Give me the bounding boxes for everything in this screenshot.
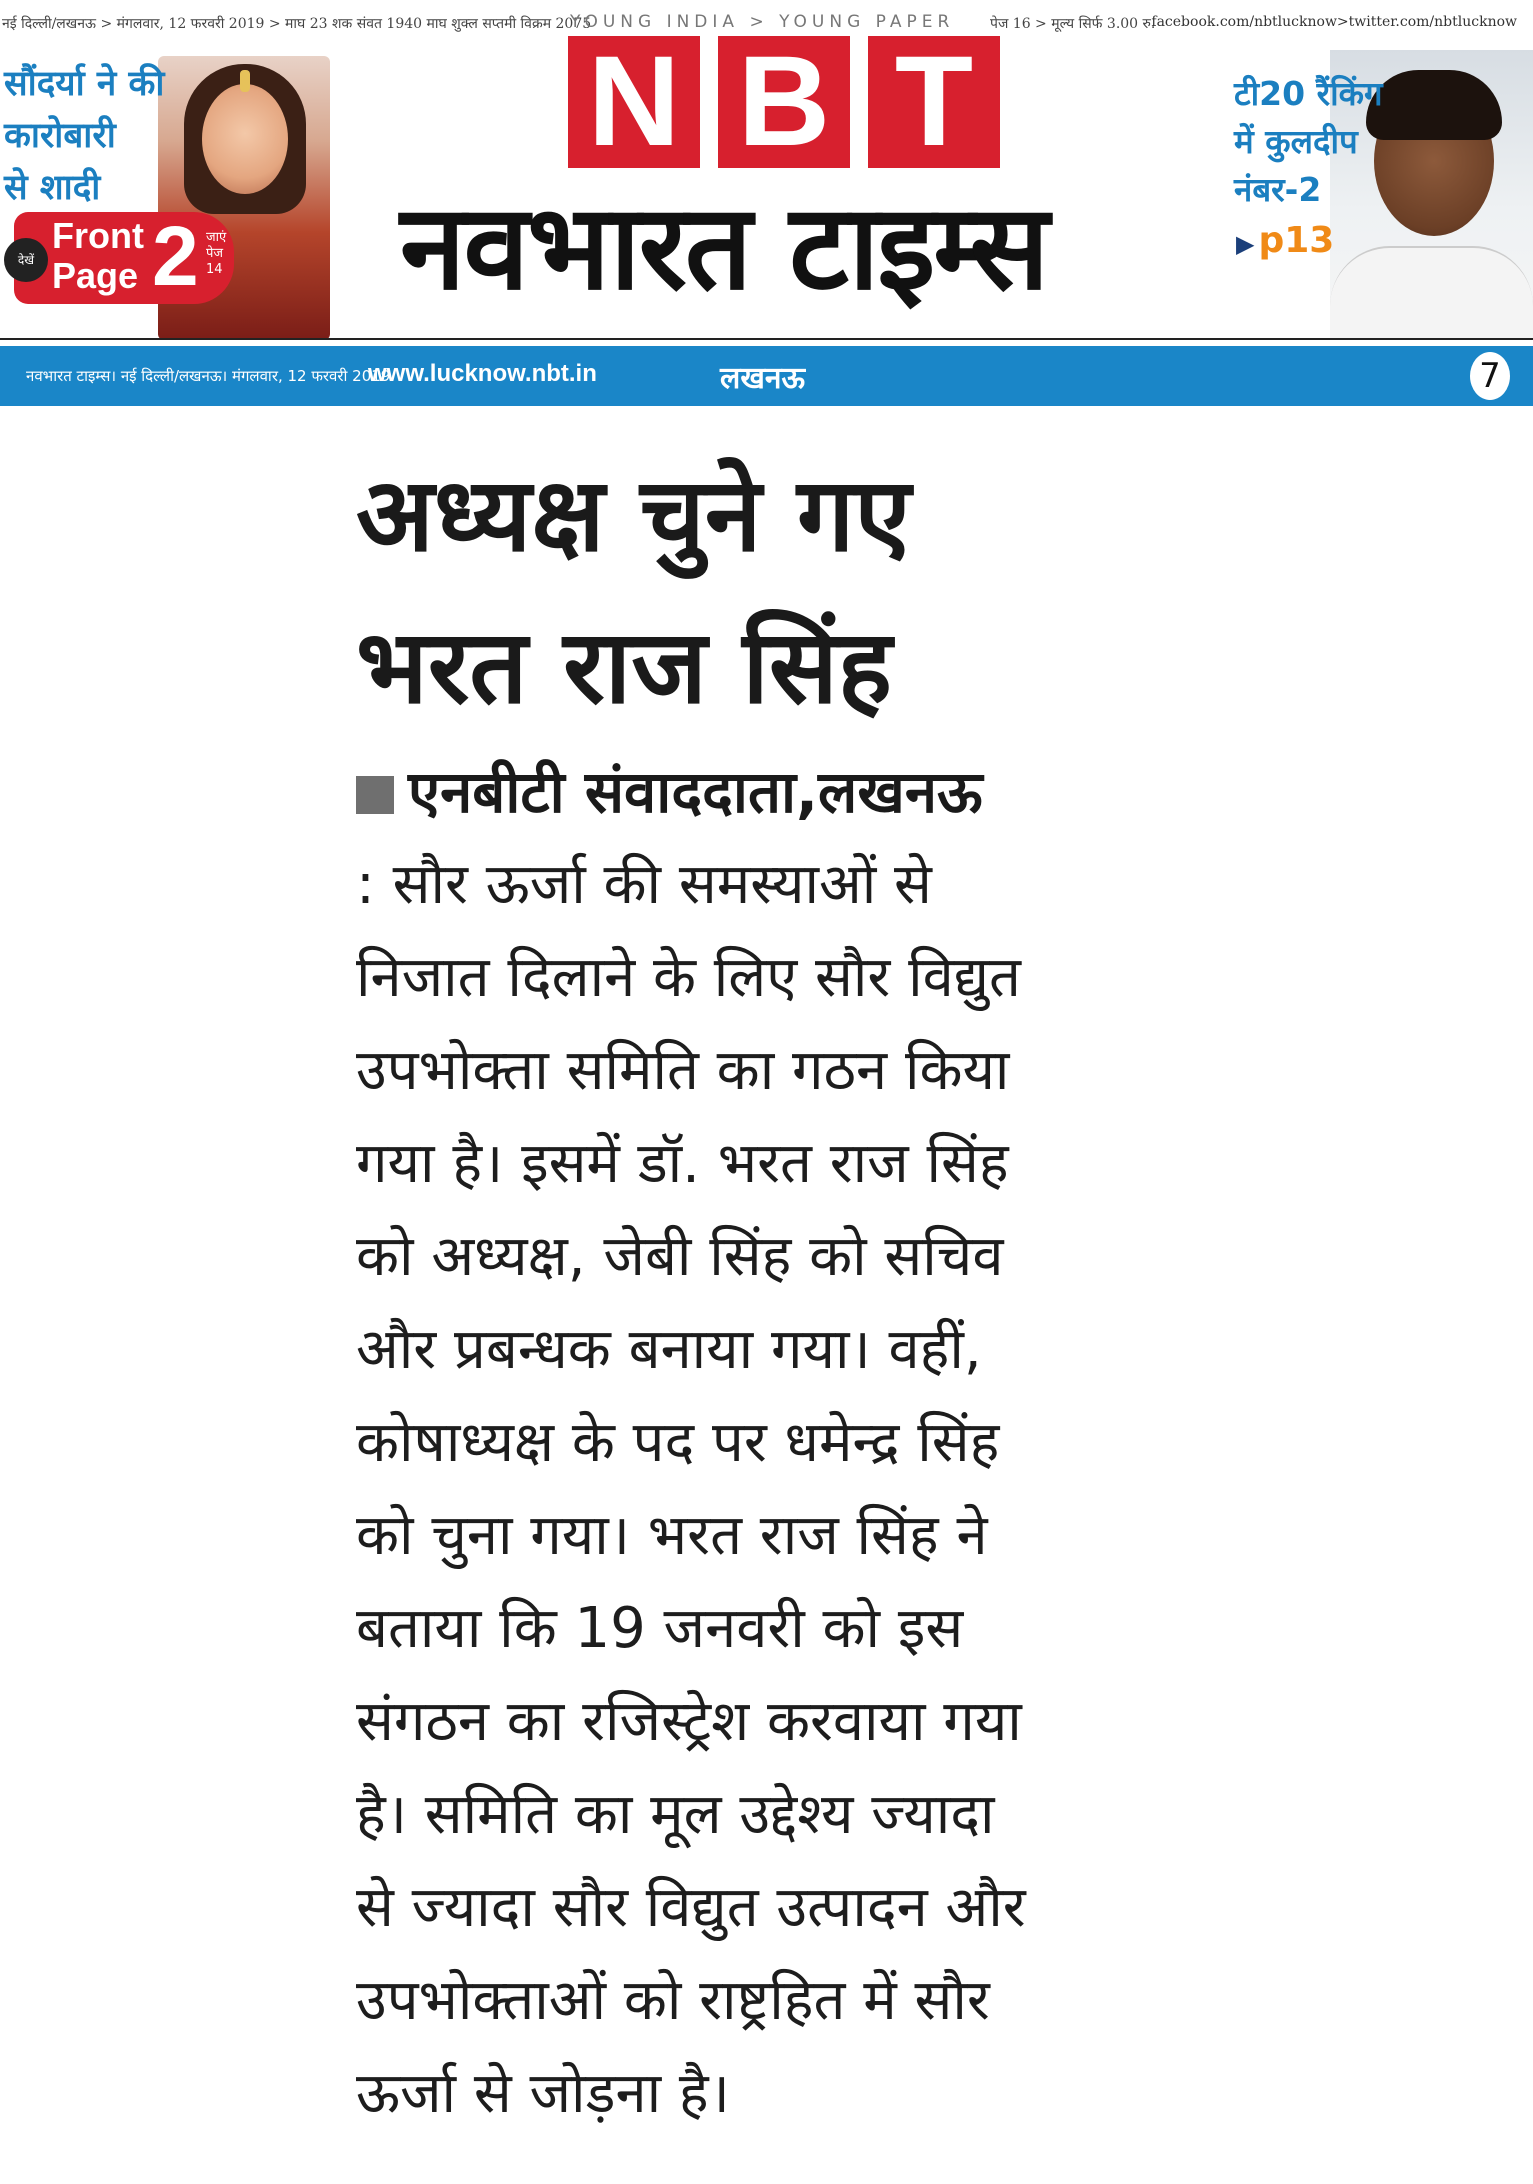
badge-goto-page [206,230,226,278]
article-headline [356,440,1256,744]
right-teaser[interactable] [1200,50,1533,340]
body-line: है। समिति का मूल उद्देश्य ज्यादा [356,1782,995,1847]
badge-front-label: Front [52,215,144,256]
right-teaser-line: नंबर-2 [1234,170,1322,209]
play-arrow-icon: ▶ [1236,230,1255,258]
body-line: संगठन का रजिस्ट्रेश करवाया गया [356,1689,1022,1754]
page-price-info: पेज 16 > मूल्य सिर्फ 3.00 रु. [990,16,1156,32]
masthead-divider [0,338,1533,340]
badge-see-label: देखें [4,238,48,282]
nbt-logo[interactable] [380,32,1170,342]
body-line: को अध्यक्ष, जेबी सिंह को सचिव [356,1224,1004,1289]
social-links[interactable]: facebook.com/nbtlucknow>twitter.com/nbtlucknow [1151,14,1517,30]
page-ref-text: p13 [1258,220,1335,261]
right-teaser-line: में कुलदीप [1234,122,1358,161]
left-teaser-line: सौंदर्या ने की [4,64,165,104]
left-teaser-headline[interactable] [4,58,174,214]
badge-goto-line: जाएं [206,230,227,245]
right-teaser-headline[interactable] [1234,70,1404,214]
photo-jewelry [240,70,250,92]
body-line: ऊर्जा से जोड़ना है। [356,2061,730,2126]
logo-letter-t: T [868,36,1000,168]
dateline: नई दिल्ली/लखनऊ > मंगलवार, 12 फरवरी 2019 > माघ 23 शक संवत 1940 माघ शुक्ल सप्तमी विक्रम 2075 [2,16,592,32]
right-teaser-page-ref[interactable] [1236,220,1334,261]
body-line: से ज्यादा सौर विद्युत उत्पादन और [356,1875,1026,1940]
logo-letter-b: B [718,36,850,168]
photo-face [202,84,288,194]
left-teaser[interactable] [0,52,330,342]
article-byline [356,754,1256,830]
left-teaser-line: से शादी [4,168,101,208]
front-page-badge[interactable] [14,209,234,304]
left-teaser-line: कारोबारी [4,116,116,156]
body-line: को चुना गया। भरत राज सिंह ने [356,1503,988,1568]
section-bar-city: लखनऊ [720,361,806,396]
section-bar-url[interactable]: www.lucknow.nbt.in [368,360,597,387]
body-line: गया है। इसमें डॉ. भरत राज सिंह [356,1131,1009,1196]
badge-goto-line: पेज [206,246,224,261]
section-bar [0,346,1533,406]
byline-square-icon [356,776,394,814]
tagline: YOUNG INDIA > YOUNG PAPER [570,12,955,32]
logo-hindi-name: नवभारत टाइम्स [400,178,1048,316]
body-line: निजात दिलाने के लिए सौर विद्युत [356,945,1021,1010]
headline-line: भरत राज सिंह [356,608,892,727]
body-line: : सौर ऊर्जा की समस्याओं से [356,852,932,917]
section-bar-info: नवभारत टाइम्स। नई दिल्ली/लखनऊ। मंगलवार, 12 फरवरी 2019 [26,367,391,385]
body-line: और प्रबन्धक बनाया गया। वहीं, [356,1317,982,1382]
headline-line: अध्यक्ष चुने गए [356,456,911,575]
byline-text: एनबीटी संवाददाता,लखनऊ [408,758,983,826]
badge-goto-line: 14 [206,262,223,277]
page-number-badge: 7 [1470,352,1510,400]
body-line: बताया कि 19 जनवरी को इस [356,1596,964,1661]
badge-page-number: 2 [152,209,199,303]
body-line: कोषाध्यक्ष के पद पर धमेन्द्र सिंह [356,1410,1000,1475]
logo-letter-n: N [568,36,700,168]
body-line: उपभोक्ताओं को राष्ट्रहित में सौर [356,1968,990,2033]
photo-shirt [1330,246,1533,340]
article-body [356,838,1256,2140]
body-line: उपभोक्ता समिति का गठन किया [356,1038,1010,1103]
right-teaser-line: टी20 रैंकिंग [1234,74,1383,113]
badge-page-label: Page [52,255,139,296]
